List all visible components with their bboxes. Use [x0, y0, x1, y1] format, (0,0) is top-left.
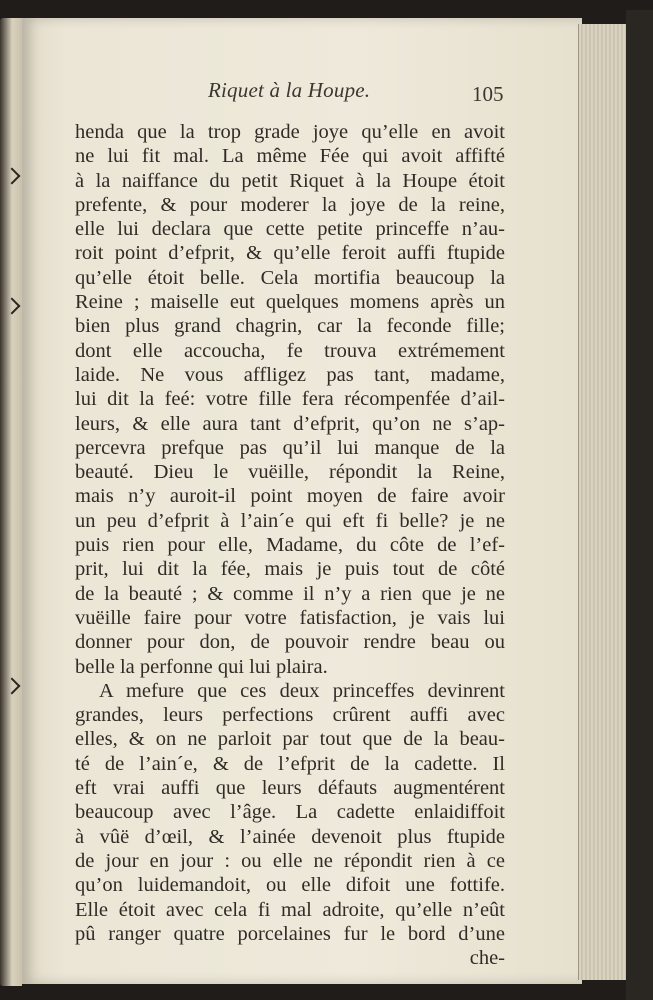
text-line: té de l’ain´e, & de l’efprit de la cadette. Il: [75, 752, 505, 775]
text-line: donner pour don, de pouvoir rendre beau ou: [75, 631, 505, 654]
text-line: Elle étoit avec cela fi mal adroite, qu’elle n’eût: [75, 898, 505, 921]
text-line: roit point d’efprit, & qu’elle feroit auffi ftupide: [75, 242, 505, 265]
text-line: beauté. Dieu le vuëille, répondit la Reine,: [75, 461, 505, 484]
text-line: prefente, & pour moderer la joye de la reine,: [75, 193, 505, 216]
text-line: elle lui declara que cette petite princeffe n’au-: [75, 218, 505, 241]
text-line: grandes, leurs perfections crûrent auffi avec: [75, 704, 505, 727]
text-line: beaucoup avec l’âge. La cadette enlaidiffoit: [75, 801, 505, 824]
book-cover-edge: [626, 10, 653, 1000]
text-line: leurs, & elle aura tant d’efprit, qu’on ne s’ap-: [75, 412, 505, 435]
text-line: Reine ; maiselle eut quelques momens après un: [75, 291, 505, 314]
text-line: mais n’y auroit-il point moyen de faire avoir: [75, 485, 505, 508]
page-block-edges: [578, 24, 631, 980]
running-head-title: Riquet à la Houpe.: [208, 78, 371, 102]
text-line: vuëille faire pour votre fatisfaction, je vais lui: [75, 606, 505, 629]
text-line: à la naiffance du petit Riquet à la Houpe étoit: [75, 169, 505, 192]
text-line: qu’elle étoit belle. Cela mortifia beaucoup la: [75, 266, 505, 289]
text-line: A mefure que ces deux princeffes devinrent: [99, 679, 505, 702]
text-line: de jour en jour : ou elle ne répondit rien à ce: [75, 849, 505, 872]
text-line: eft vrai auffi que leurs défauts augmentérent: [75, 777, 505, 800]
text-line: henda que la trop grade joye qu’elle en avoit: [75, 121, 505, 143]
text-line: percevra prefque pas qu’il lui manque de la: [75, 436, 505, 459]
text-line: bien plus grand chagrin, car la feconde fille;: [75, 315, 505, 338]
text-line: puis rien pour elle, Madame, du côte de l’ef-: [75, 534, 505, 557]
text-line: ne lui fit mal. La même Fée qui avoit affifté: [75, 145, 505, 168]
book-page: [22, 18, 582, 984]
text-line: de la beauté ; & comme il n’y a rien que je ne: [75, 582, 505, 605]
text-line: prit, lui dit la fée, mais je puis tout de côté: [75, 558, 505, 581]
text-line: lui dit la feé: votre fille fera récompenfée d’ail-: [75, 388, 505, 411]
text-line: dont elle accoucha, fe trouva extrémement: [75, 339, 505, 362]
text-line: un peu d’efprit à l’ain´e qui eft fi belle? je ne: [75, 509, 505, 532]
text-line: laide. Ne vous affligez pas tant, madame,: [75, 363, 505, 386]
text-line: belle la perfonne qui lui plaira.: [75, 655, 328, 678]
text-line: pû ranger quatre porcelaines fur le bord d’une: [75, 922, 505, 945]
running-head: [22, 76, 582, 106]
text-line: qu’on luidemandoit, ou elle difoit une fottife.: [75, 874, 505, 897]
text-line: à vûë d’œil, & l’ainée devenoit plus ftupide: [75, 825, 505, 848]
page-number: 105: [472, 82, 504, 106]
text-line: elles, & on ne parloit par tout que de la beau-: [75, 728, 505, 751]
body-text: [75, 120, 505, 970]
catchword: che-: [469, 947, 505, 970]
left-page-edge: [0, 18, 22, 986]
